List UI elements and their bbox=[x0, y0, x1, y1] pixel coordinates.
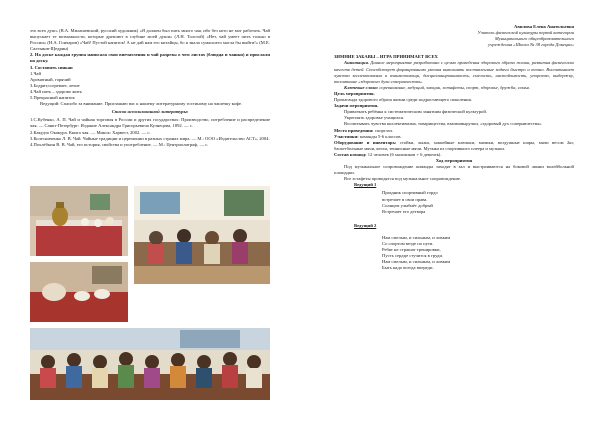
verse-line: Встречает его детвора bbox=[382, 208, 426, 214]
keywords-label: Ключевые слова: bbox=[344, 84, 379, 90]
quotes-paragraph: это всех душ» (В.А. Милашевский, русский художник) «Я должен был пить много чая, ибо без него не мог работать. Чай выпускает те возможности, которые дремлют в глубине моей души» (Л.Н. Толстой) «Нет, чай умеет пить только в России» (Н.А. Гончаров) «Чай! Пустой напиток! А не дай нам его китайцы, бо я знала сумасшего могла бы выйти!» (М.Е. Салтыков-Щедрин) bbox=[30, 28, 270, 52]
photo-collage bbox=[30, 186, 270, 400]
progress-heading: Ход мероприятия bbox=[435, 157, 473, 163]
literature-item: 4.Похлёбкин В. В. Чай, его история, свойства и употребление. — М.: Центрполиграф, — с. bbox=[30, 141, 209, 147]
verse-1 bbox=[382, 190, 574, 214]
task-2: 2. На доске каждая группа написала свои впечатления и чай разрезы о чем листах (блюдца и чашки) и прислали на доску. bbox=[30, 52, 270, 64]
list-item: 5.Прекрасный напиток bbox=[30, 95, 75, 101]
annotation bbox=[334, 60, 574, 84]
verse-line: встречает в свои права. bbox=[382, 196, 428, 202]
verse-line: Быть надо всегда впереди. bbox=[382, 265, 434, 271]
author-position-2: Муниципального общеобразовательного bbox=[494, 36, 574, 42]
cinquain-list bbox=[30, 71, 270, 101]
verse-line: Пусть сердце стучится в груди. bbox=[382, 253, 444, 259]
team-text: 12 человек (6 мальчиков + 6 девочек). bbox=[367, 151, 442, 157]
photo-tea-set bbox=[30, 262, 128, 322]
literature-heading: Список использованной литературы: bbox=[111, 109, 189, 115]
host-2-label: Ведущий 2 bbox=[354, 222, 377, 228]
author-name: Авилова Елена Анатольевна bbox=[514, 24, 574, 29]
intro-paragraph-2: Все эстафеты проводятся под музыкальное сопровождение. bbox=[344, 176, 462, 182]
list-heading: 3. Составить синкан bbox=[30, 64, 73, 70]
host-1-label: Ведущий 1 bbox=[354, 182, 377, 188]
goal-text: Пропаганда здорового образа жизни среди подрастающего поколения. bbox=[334, 97, 472, 103]
photo-tea-table bbox=[30, 186, 128, 256]
place-label: Место проведения: bbox=[334, 127, 374, 133]
annotation-text: Данное мероприятие разработано с целью проведения здорового образа жизни, развития физических качеств детей. Способствует формированию умения выполнять поставленные задачи быстро и точно. Воспитывает чувство коллективизма и взаимопомощи, дисциплинированность, смелость, настойчивость, упорство, выдержку, воспитание «здорового духа соперничества». bbox=[334, 60, 574, 84]
closing-paragraph: Ведущий: Спасибо за внимание. Приглашаю вас к нашему литературному гостиному на чашечку кофе. bbox=[40, 101, 243, 107]
goal-label: Цель мероприятия. bbox=[334, 90, 375, 96]
photo-group bbox=[30, 328, 270, 400]
literature-list bbox=[30, 117, 270, 147]
equipment bbox=[334, 140, 574, 152]
team-label: Состав команд: bbox=[334, 151, 367, 157]
task-item: Воспитывать чувства коллективизма, товарищества, взаимовыручки, «здоровый дух соперничества». bbox=[344, 121, 543, 127]
participants-label: Участники: bbox=[334, 133, 359, 139]
equipment-text: стойки, лыжи, хоккейные клюшки, мячики, воздушные шары, мячи весом 2кг, баскетбольные мячи, кегли, теннисные мячи. Музыка из спортивного плеера и музыки. bbox=[334, 139, 574, 151]
list-item: 4.Чай пить – здорово жить bbox=[30, 88, 82, 94]
list-item: 3.Бодрит,согревает, лечит bbox=[30, 82, 80, 88]
intro-paragraph: Под музыкальное сопровождение команды заходят в зал и выстраиваются на боковой линии волейбольной площадки. bbox=[334, 164, 574, 176]
verse-line: Ребят не страшат тренировки, bbox=[382, 247, 441, 253]
keywords-text: соревнование, ведущий, эмоции, эстафеты, спорт, здоровье, дружба, семья. bbox=[379, 84, 530, 90]
literature-item: 3.Колесниченко Л. В. Чай. Чайные традиции и церемонии в разных странах мира. — М.: ООО «Издательство АСТ», 2004. bbox=[30, 135, 270, 141]
verse-line: Нам смелым, и сильным, и ловким bbox=[382, 259, 451, 265]
article-title: ЗИМНИЕ ЗАБАВЫ – ИГРА ПРИНИМАЕТ ВСЕХ bbox=[334, 54, 438, 60]
verse-2 bbox=[382, 235, 574, 272]
list-item: Ароматный, горячий bbox=[30, 76, 71, 82]
verse-line: Солнцем улыбнёт добрый bbox=[382, 202, 433, 208]
verse-line: Со спортом везде по пути. bbox=[382, 241, 434, 246]
right-page bbox=[300, 0, 600, 424]
author-position-1: Учитель физической культуры первой категории bbox=[477, 30, 574, 36]
participants-text: команды 5-6 классов. bbox=[359, 133, 402, 139]
right-column bbox=[334, 24, 574, 271]
annotation-label: Аннотация. bbox=[344, 60, 369, 66]
verse-line: Праздник спортивный гордо bbox=[382, 190, 438, 196]
tasks-label: Задачи мероприятия. bbox=[334, 103, 379, 109]
literature-item: 1.С.Кубенко, А. П. Чай и чайная торговля в России и других государствах: Производство, потребление и распределение чая. — Санкт-Петербург: Издание Александра Григорьевича Кузнецова, 1892. — с. bbox=[30, 117, 270, 129]
task-item: Укреплять здоровье учащихся. bbox=[344, 115, 405, 121]
verse-line: Нам смелым, и сильным, и ловким bbox=[382, 234, 451, 240]
literature-item: 2.Какудзо Окакура. Книга чая. — Минск: Харвест, 2002. — с. bbox=[30, 129, 151, 135]
place-text: спортзал. bbox=[374, 127, 394, 133]
list-item: 1.Чай bbox=[30, 70, 41, 76]
left-column bbox=[30, 28, 270, 148]
photo-classroom bbox=[134, 186, 270, 284]
equipment-label: Оборудование и инвентарь: bbox=[334, 139, 397, 145]
task-item: Привлекать ребёнка к систематическим занятиям физической культурой. bbox=[344, 109, 487, 115]
author-position-3: учреждения «Школа № 38 города Донецка» bbox=[488, 42, 574, 48]
